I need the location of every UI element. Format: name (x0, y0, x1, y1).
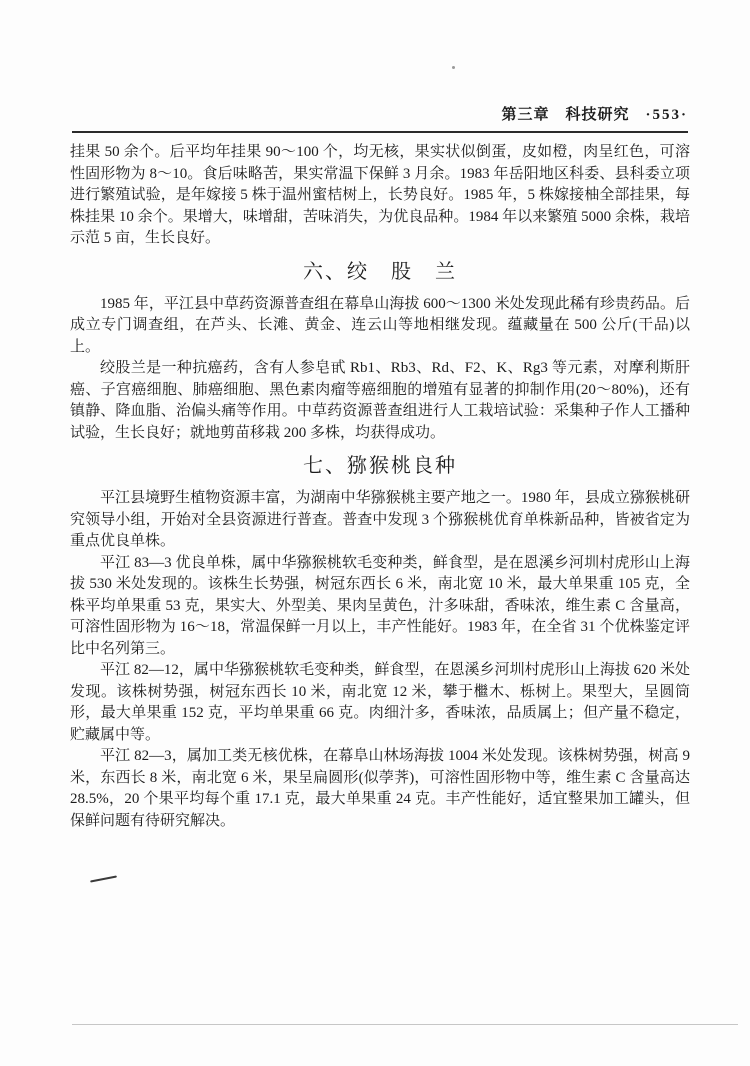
pen-stroke-artifact (90, 875, 117, 882)
page-content (70, 142, 690, 832)
running-header (501, 103, 688, 124)
paragraph-pingjiang-82-3: 平江 82—3，属加工类无核优株，在幕阜山林场海拔 1004 米处发现。该株树势强，树高 9 米，东西长 8 米，南北宽 6 米，果呈扁圆形(似荸荠)，可溶性固形物中等，维生素 C 含量高达 28.5%，20 个果平均每个重 17.1 克，最大单果重 24 克。丰产性能好，适宜整果加工罐头，但保鲜问题有待研究解决。 (70, 748, 690, 829)
scan-speck (452, 66, 455, 69)
paragraph-kiwifruit-survey: 平江县境野生植物资源丰富，为湖南中华猕猴桃主要产地之一。1980 年，县成立猕猴桃研究领导小组，开始对全县资源进行普查。普查中发现 3 个猕猴桃优育单株新品种，皆被省定为重点优良单株。 (70, 490, 690, 549)
paragraph-jiaogulan-properties: 绞股兰是一种抗癌药，含有人参皂甙 Rb1、Rb3、Rd、F2、K、Rg3 等元素，对摩利斯肝癌、子宫癌细胞、肺癌细胞、黑色素肉瘤等癌细胞的增殖有显著的抑制作用(20～80%)，还有镇静、降血脂、治偏头痛等作用。中草药资源普查组进行人工栽培试验：采集种子作人工播种试验，生长良好；就地剪苗移栽 200 多株，均获得成功。 (70, 360, 690, 441)
scan-artifact-line (72, 1024, 738, 1025)
page-number: ·553· (645, 107, 688, 123)
chapter-title: 第三章 科技研究 (501, 107, 630, 123)
paragraph-graft-results: 挂果 50 余个。后平均年挂果 90～100 个，均无核，果实状似倒蛋，皮如橙，肉呈红色，可溶性固形物为 8～10。食后味略苦，果实常温下保鲜 3 月余。1983 年岳阳地区科委、县科委立项进行繁殖试验，是年嫁接 5 株于温州蜜桔树上，长势良好。1985 年，5 株嫁接柚全部挂果，每株挂果 10 余个。果增大，味增甜，苦味消失，为优良品种。1984 年以来繁殖 5000 余株，栽培示范 5 亩，生长良好。 (70, 144, 690, 246)
section-heading-kiwifruit: 七、猕猴桃良种 (303, 455, 457, 477)
section-heading-jiaogulan: 六、绞 股 兰 (303, 260, 457, 283)
paragraph-pingjiang-83-3: 平江 83—3 优良单株，属中华猕猴桃软毛变种类，鲜食型，是在恩溪乡河圳村虎形山上海拔 530 米处发现的。该株生长势强，树冠东西长 6 米，南北宽 10 米，最大单果重 105 克，全株平均单果重 53 克，果实大、外型美、果肉呈黄色，汁多味甜，香味浓，维生素 C 含量高，可溶性固形物为 16～18，常温保鲜一月以上，丰产性能好。1983 年，在全省 31 个优株鉴定评比中名列第三。 (70, 554, 690, 657)
paragraph-pingjiang-82-12: 平江 82—12，属中华猕猴桃软毛变种类，鲜食型，在恩溪乡河圳村虎形山上海拔 620 米处发现。该株树势强，树冠东西长 10 米，南北宽 12 米，攀于檵木、栎树上。果型大，呈圆筒形，最大单果重 152 克，平均单果重 66 克。肉细汁多，香味浓，品质属上；但产量不稳定，贮藏属中等。 (70, 662, 690, 743)
header-rule (72, 131, 688, 133)
paragraph-jiaogulan-discovery: 1985 年，平江县中草药资源普查组在幕阜山海拔 600～1300 米处发现此稀有珍贵药品。后成立专门调查组，在芦头、长滩、黄金、连云山等地相继发现。蕴藏量在 500 公斤(干品)以上。 (70, 295, 690, 355)
